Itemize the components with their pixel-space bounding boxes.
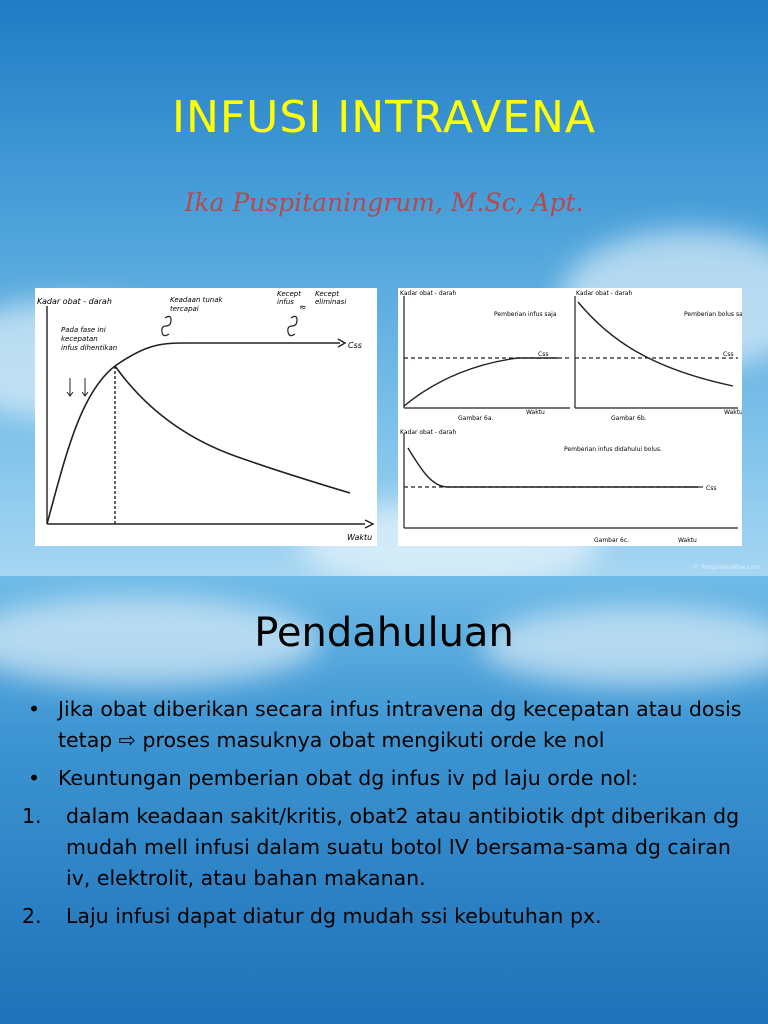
slide-title-text: INFUSI INTRAVENA — [171, 92, 597, 143]
css-6a: Css — [538, 351, 549, 358]
css-6c: Css — [706, 485, 717, 492]
css-label: Css — [348, 341, 362, 350]
caption-6c: Gambar 6c. — [594, 537, 630, 544]
list-item — [22, 901, 752, 932]
infusion-plot-main — [35, 288, 377, 546]
arrow-icon: ⇨ — [118, 728, 136, 752]
symbol-approx: ≈ — [299, 303, 307, 313]
xlabel: Waktu — [347, 533, 373, 542]
plot-line-rise — [47, 343, 340, 524]
bullet-dot: • — [28, 697, 41, 721]
slide-body — [22, 694, 752, 939]
annotation-phase: Pada fase ini kecepatan infus dihentikan — [61, 326, 118, 352]
slide-heading: Pendahuluan — [254, 610, 514, 656]
css-6b: Css — [723, 351, 734, 358]
xlabel-6b: Waktu — [724, 409, 742, 416]
ylabel-6b: Kadar obat - darah — [576, 290, 633, 297]
item-text: dalam keadaan sakit/kritis, obat2 atau antibiotik dpt diberikan dg mudah mell infusi dalam suatu botol IV bersama-sama dg cairan iv, elektrolit, atau bahan makanan. — [66, 804, 740, 890]
list-item — [22, 763, 752, 794]
bullet-dot: • — [28, 766, 41, 790]
ylabel: Kadar obat - darah — [37, 297, 112, 306]
infusion-plot-comparison — [398, 288, 742, 546]
item-number: 1. — [22, 804, 42, 828]
xlabel-6a: Waktu — [526, 409, 545, 416]
ylabel-6a: Kadar obat - darah — [400, 290, 457, 297]
caption-6a: Gambar 6a. — [458, 415, 494, 422]
ylabel-6c: Kadar obat - darah — [400, 429, 457, 436]
annotation-infus: Kecept infus — [277, 290, 301, 306]
item-text: Laju infusi dapat diatur dg mudah ssi kebutuhan px. — [66, 904, 602, 928]
bullet-text: Jika obat diberikan secara infus intravena dg kecepatan atau dosis tetap ⇨ proses masuknya obat mengikuti orde ke nol — [58, 697, 742, 752]
annotation-6c: Pemberian infus didahului bolus. — [564, 446, 662, 453]
xlabel-6c: Waktu — [678, 537, 697, 544]
annotation-steady: Keadaan tunak tercapai — [170, 296, 223, 313]
watermark: © TemplatesWise.com — [692, 564, 760, 571]
annotation-6a: Pemberian infus saja — [494, 311, 557, 318]
author-name: Ika Puspitaningrum, M.Sc, Apt. — [184, 188, 584, 217]
list-item — [22, 801, 752, 894]
item-number: 2. — [22, 904, 42, 928]
annotation-eliminasi: Kecept eliminasi — [315, 290, 347, 306]
annotation-6b: Pemberian bolus saja — [684, 311, 742, 318]
caption-6b: Gambar 6b. — [611, 415, 647, 422]
bullet-text: Keuntungan pemberian obat dg infus iv pd laju orde nol: — [58, 766, 639, 790]
plot-line-decay — [115, 366, 350, 493]
list-item — [22, 694, 752, 756]
